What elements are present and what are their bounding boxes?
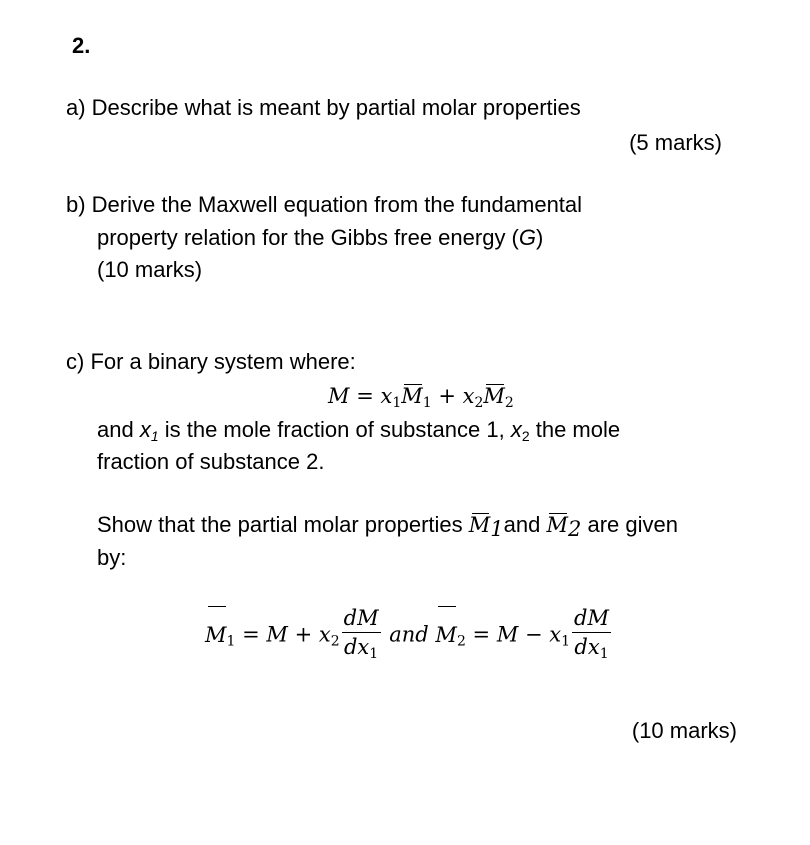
question-number: 2.: [72, 33, 91, 58]
equation-partial-molar-properties: $M_1 = M + x_2$ $\frac{dM}{dx_1}$ and $M_2 = M - x_1$ $\frac{dM}{dx_1}$: [205, 604, 613, 672]
part-a-text: a) Describe what is meant by partial molar properties: [66, 95, 581, 120]
part-c-definition-line2: fraction of substance 2.: [97, 449, 325, 474]
part-c-show-line1: Show that the partial molar properties $M_1and$ $M_2$ are given: [97, 512, 678, 541]
part-a-marks: (5 marks): [629, 130, 722, 155]
equation-mixture-property: $M = x_1M_1 + x_2M_2$: [328, 384, 514, 411]
derivative-fraction: $\frac{dM}{dx_1}$: [343, 606, 379, 662]
part-c-marks: (10 marks): [631, 718, 737, 743]
part-b-line1: b) Derive the Maxwell equation from the fundamental: [66, 192, 583, 217]
part-b-line2: property relation for the Gibbs free energy (G): [97, 225, 544, 250]
part-c-intro: c) For a binary system where:: [66, 349, 356, 374]
derivative-fraction: $\frac{dM}{dx_1}$: [574, 606, 609, 662]
part-c-show-line2: by:: [97, 545, 127, 570]
part-c-definition-line1: and $x_1$ is the mole fraction of substance 1, $x_2$ the mole: [97, 417, 621, 444]
part-b-marks: (10 marks): [97, 257, 203, 282]
